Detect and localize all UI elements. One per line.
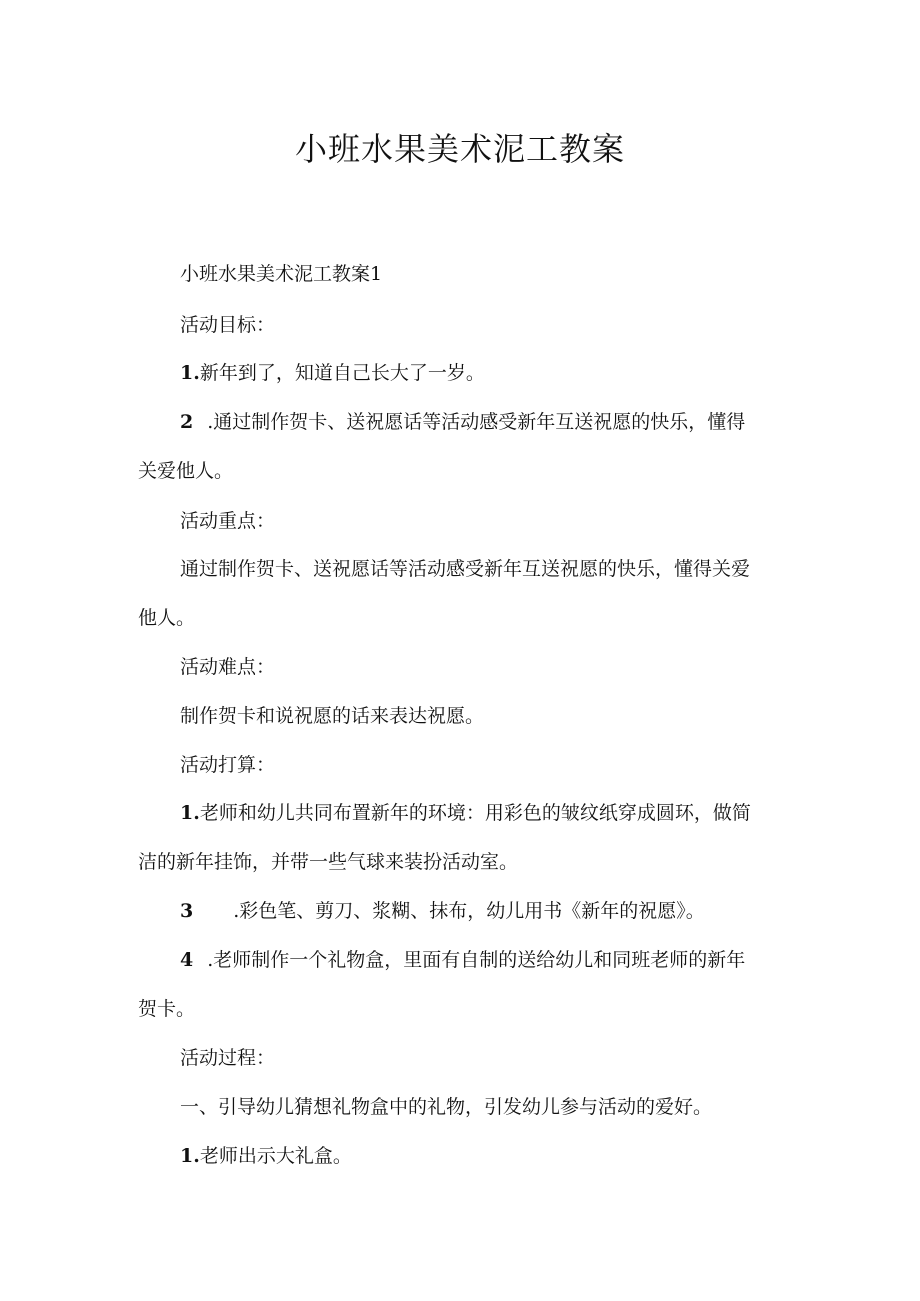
label-activity-focus: 活动重点： xyxy=(180,510,276,532)
label-activity-goals: 活动目标： xyxy=(180,314,276,336)
prep-item-1 xyxy=(180,801,751,825)
section-heading: 小班水果美术泥工教案1 xyxy=(180,263,383,285)
difficulty-text: 制作贺卡和说祝愿的话来表达祝愿。 xyxy=(180,705,485,727)
prep-item-3 xyxy=(180,899,705,923)
process-step-1: 一、引导幼儿猜想礼物盒中的礼物，引发幼儿参与活动的爱好。 xyxy=(180,1096,713,1118)
item-number: 1. xyxy=(180,1145,200,1167)
goal-item-2 xyxy=(180,410,745,434)
item-number: 2 xyxy=(180,411,194,433)
goal-item-2-text: .通过制作贺卡、送祝愿话等活动感受新年互送祝愿的快乐，懂得 xyxy=(207,411,746,433)
focus-text-continued: 他人。 xyxy=(138,607,196,629)
label-activity-preparation: 活动打算： xyxy=(180,754,276,776)
prep-item-4-continued: 贺卡。 xyxy=(138,998,196,1020)
goal-item-1-text: 新年到了，知道自己长大了一岁。 xyxy=(199,362,485,384)
prep-item-4 xyxy=(180,948,745,972)
process-substep-1 xyxy=(180,1144,352,1168)
label-activity-process: 活动过程： xyxy=(180,1047,276,1069)
prep-item-1-continued: 洁的新年挂饰，并带一些气球来装扮活动室。 xyxy=(138,851,519,873)
process-substep-1-text: 老师出示大礼盒。 xyxy=(199,1145,352,1167)
item-number: 4 xyxy=(180,949,194,971)
goal-item-1 xyxy=(180,361,485,385)
item-number: 1. xyxy=(180,802,200,824)
focus-text: 通过制作贺卡、送祝愿话等活动感受新年互送祝愿的快乐，懂得关爱 xyxy=(180,558,751,580)
label-activity-difficulty: 活动难点： xyxy=(180,656,276,678)
prep-item-1-text: 老师和幼儿共同布置新年的环境：用彩色的皱纹纸穿成圆环，做简 xyxy=(199,802,751,824)
document-title: 小班水果美术泥工教案 xyxy=(294,130,625,168)
item-number: 1. xyxy=(180,362,200,384)
prep-item-4-text: .老师制作一个礼物盒，里面有自制的送给幼儿和同班老师的新年 xyxy=(207,949,746,971)
goal-item-2-continued: 关爱他人。 xyxy=(138,460,234,482)
item-number: 3 xyxy=(180,900,194,922)
prep-item-3-text: .彩色笔、剪刀、浆糊、抹布，幼儿用书《新年的祝愿》。 xyxy=(233,900,705,922)
